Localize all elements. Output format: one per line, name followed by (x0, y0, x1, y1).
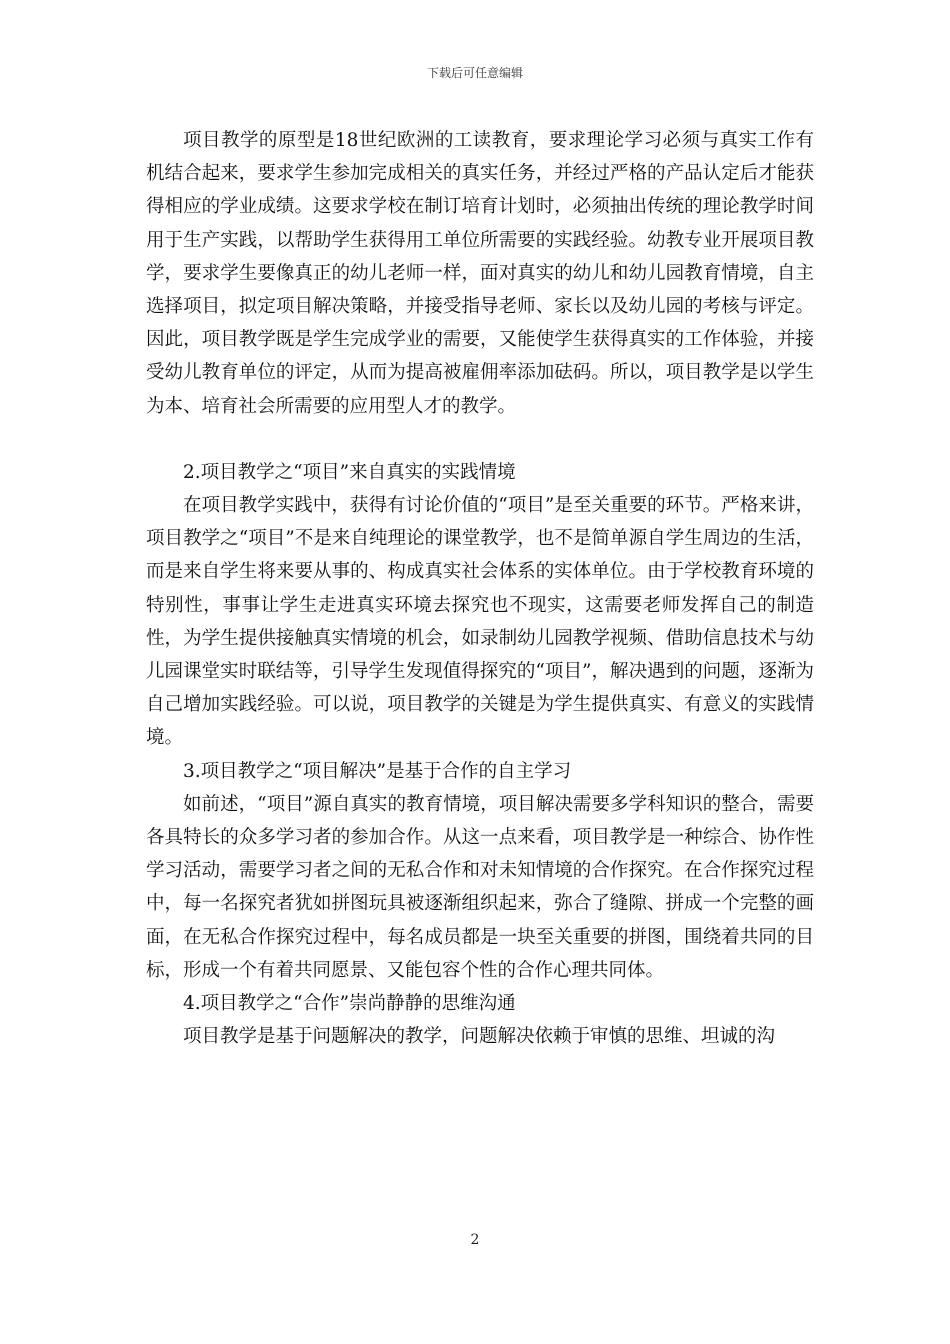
section-heading-4: 4.项目教学之“合作”崇尚静静的思维沟通 (183, 993, 516, 1015)
page-header: 下载后可任意编辑 (426, 66, 523, 80)
paragraph-project-teaching-origin: 项目教学的原型是18世纪欧洲的工读教育，要求理论学习必须与真实工作有机结合起来，要求学生参加完成相关的真实任务，并经过严格的产品认定后才能获得相应的学业成绩。这要求学校在制订培育计划时，必须抽出传统的理论教学时间用于生产实践，以帮助学生获得用工单位所需要的实践经验。幼教专业开展项目教学，要求学生要像真正的幼儿老师一样，面对真实的幼儿和幼儿园教育情境，自主选择项目，拟定项目解决策略，并接受指导老师、家长以及幼儿园的考核与评定。因此，项目教学既是学生完成学业的需要，又能使学生获得真实的工作体验，并接受幼儿教育单位的评定，从而为提高被雇佣率添加砝码。所以，项目教学是以学生为本、培育社会所需要的应用型人才的教学。 (146, 130, 814, 417)
paragraph-thinking-communication: 项目教学是基于问题解决的教学，问题解决依赖于审慎的思维、坦诚的沟 (183, 1026, 776, 1048)
document-body (146, 124, 814, 1053)
paragraph-real-practice-context: 在项目教学实践中，获得有讨论价值的“项目”是至关重要的环节。严格来讲，项目教学之“项目”不是来自纯理论的课堂教学，也不是简单源自学生周边的生活，而是来自学生将来要从事的、构成真实社会体系的实体单位。由于学校教育环境的特别性，事事让学生走进真实环境去探究也不现实，这需要老师发挥自己的制造性，为学生提供接触真实情境的机会，如录制幼儿园教学视频、借助信息技术与幼儿园课堂实时联结等，引导学生发现值得探究的“项目”，解决遇到的问题，逐渐为自己增加实践经验。可以说，项目教学的关键是为学生提供真实、有意义的实践情境。 (146, 495, 814, 749)
paragraph-cooperative-learning: 如前述，“项目”源自真实的教育情境，项目解决需要多学科知识的整合，需要各具特长的众多学习者的参加合作。从这一点来看，项目教学是一种综合、协作性学习活动，需要学习者之间的无私合作和对未知情境的合作探究。在合作探究过程中，每一名探究者犹如拼图玩具被逐渐组织起来，弥合了缝隙、拼成一个完整的画面，在无私合作探究过程中，每名成员都是一块至关重要的拼图，围绕着共同的目标，形成一个有着共同愿景、又能包容个性的合作心理共同体。 (146, 793, 814, 981)
paragraph-gap (146, 423, 814, 456)
section-heading-2: 2.项目教学之“项目”来自真实的实践情境 (183, 461, 516, 483)
page-number: 2 (470, 1232, 480, 1248)
section-heading-3: 3.项目教学之“项目解决”是基于合作的自主学习 (183, 760, 572, 782)
